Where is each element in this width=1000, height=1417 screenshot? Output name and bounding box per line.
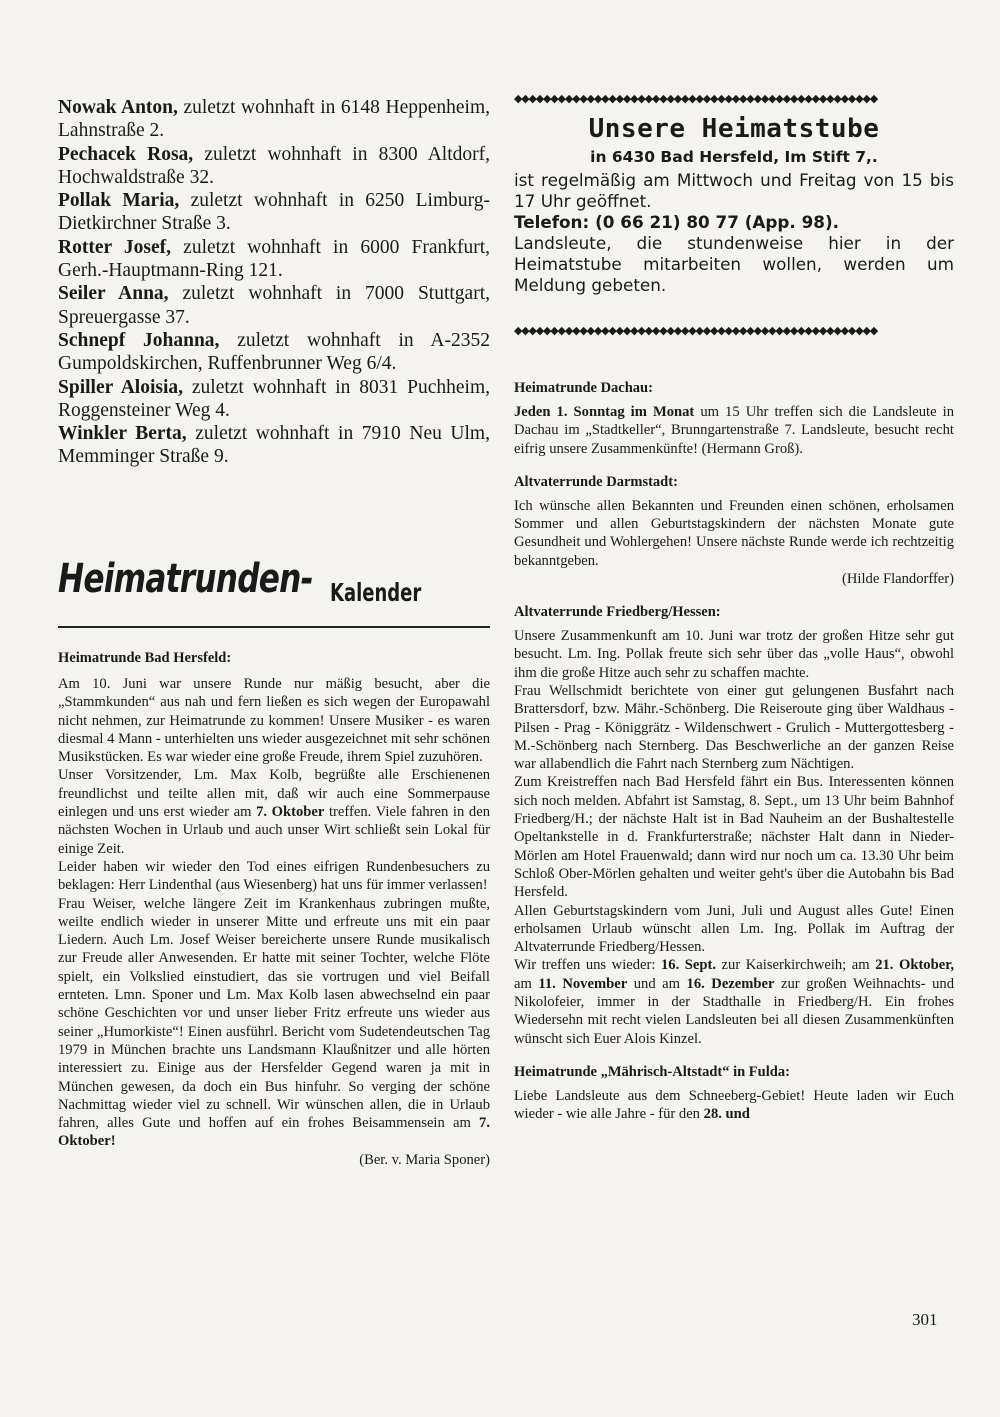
friedberg-paragraph: Frau Wellschmidt berichtete von einer gut gelungenen Busfahrt nach Brattersdorf, bzw. Mähr.-Schönberg. Die Reiseroute ging über Waldhaus - Pilsen - Prag - Königgrätz - Wildenschwert - Grulich - Muttergottesberg - M.-Schönberg nach Sternberg. Das Beschwerliche an der ganzen Reise war allabendlich die Fahrt nach Sternberg zum Nächtigen.: [514, 682, 954, 773]
friedberg-section: [514, 604, 954, 1048]
contact-entry: Seiler Anna, zuletzt wohnhaft in 7000 Stuttgart, Spreuergasse 37.: [58, 283, 490, 328]
heimatstube-address: in 6430 Bad Hersfeld, Im Stift 7,.: [590, 148, 878, 166]
kalender-title-word: Kalender: [330, 578, 422, 607]
hersfeld-paragraph: Frau Weiser, welche längere Zeit im Krankenhaus zubringen mußte, weilte endlich wieder in unserer Mitte und erfreute uns mit ein paar Liedern. Auch Lm. Josef Weiser bereicherte unsere Runde musikalisch zur Freude aller Anwesenden. Er hatte mit seiner Tochter, welche Flöte spielt, ein Volkslied einstudiert, das sie vortrugen und viel Beifall ernteten. Lmn. Sponer und Lm. Max Kolb lasen abwechselnd ein paar schöne Geschichten vor und unser lieber Fritz erfreute uns wieder aus seiner „Humorkiste“! Einen ausführl. Bericht vom Sudetendeutschen Tag 1979 in München brachte uns Landsmann Klaußnitzer und alle hörten interessiert zu. Einige aus der Hersfelder Gegend waren ja mit in München gewesen, da doch ein Bus hinfuhr. So verging der schöne Nachmittag wieder viel zu schnell. Wir wünschen allen, die in Urlaub fahren, alles Gute und hoffen auf ein frohes Beisammensein am 7. Oktober!: [58, 895, 490, 1150]
contact-entry: Schnepf Johanna, zuletzt wohnhaft in A-2352 Gumpoldskirchen, Ruffenbrunner Weg 6/4.: [58, 329, 490, 375]
darmstadt-signature: (Hilde Flandorffer): [842, 571, 954, 588]
friedberg-paragraph: Wir treffen uns wieder: 16. Sept. zur Kaiserkirchweih; am 21. Oktober, am 11. November und am 16. Dezember zur großen Weihnachts- und Nikolofeier, immer in der Stadthalle in Friedberg/H. Ein frohes Wiedersehn mit recht vielen Landsleuten bei all diesen Zusammenkünften wünscht sich Euer Alois Kinzel.: [514, 957, 954, 1047]
heimatstube-phone: Telefon: (0 66 21) 80 77 (App. 98).: [514, 212, 840, 232]
contact-list: [58, 96, 490, 469]
hersfeld-paragraph: Am 10. Juni war unsere Runde nur mäßig besucht, aber die „Stammkunden“ aus nah und fern ließen es sich wegen der Europawahl nicht nehmen, zur Heimatrunde zu kommen! Unsere Musiker - es waren diesmal 4 Mann - unterhielten uns wieder ausgezeichnet mit sehr schönen Musikstücken. Es war wieder eine große Freude, ihrem Spiel zuzuhören.: [58, 676, 490, 766]
hersfeld-section: [58, 650, 490, 1169]
hersfeld-heading: Heimatrunde Bad Hersfeld:: [58, 650, 232, 666]
diamond-divider: ◆◆◆◆◆◆◆◆◆◆◆◆◆◆◆◆◆◆◆◆◆◆◆◆◆◆◆◆◆◆◆◆◆◆◆◆◆◆◆◆◆◆◆◆◆◆◆◆◆◆: [514, 324, 877, 337]
dachau-heading: Heimatrunde Dachau:: [514, 380, 653, 396]
hersfeld-paragraph: Leider haben wir wieder den Tod eines eifrigen Rundenbesuchers zu beklagen: Herr Lindenthal (aus Wiesenberg) hat uns für immer verlassen!: [58, 858, 490, 894]
fulda-text: Liebe Landsleute aus dem Schneeberg-Gebiet! Heute laden wir Euch wieder - wie alle Jahre - für den 28. und: [514, 1087, 954, 1123]
hersfeld-paragraph: Unser Vorsitzender, Lm. Max Kolb, begrüßte alle Erschienenen freundlichst und teilte allen mit, daß wir auch eine Sommerpause einlegen und uns erst wieder am 7. Oktober treffen. Viele fahren in den nächsten Wochen in Urlaub und auch unser Wirt schließt sein Lokal für einige Zeit.: [58, 767, 490, 857]
contact-entry: Spiller Aloisia, zuletzt wohnhaft in 8031 Puchheim, Roggensteiner Weg 4.: [58, 376, 490, 421]
page-number: 301: [912, 1310, 938, 1329]
dachau-section: [514, 380, 954, 458]
contact-entry: Rotter Josef, zuletzt wohnhaft in 6000 Frankfurt, Gerh.-Hauptmann-Ring 121.: [58, 236, 491, 282]
heimatstube-title: Unsere Heimatstube: [588, 114, 880, 144]
darmstadt-section: [514, 474, 954, 588]
friedberg-paragraph: Unsere Zusammenkunft am 10. Juni war trotz der großen Hitze sehr gut besucht. Lm. Ing. Pollak freute sich sehr über das „volle Haus“, obwohl ihm die große Hitze auch sehr zu schaffen machte.: [514, 628, 954, 681]
friedberg-paragraph: Zum Kreistreffen nach Bad Hersfeld fährt ein Bus. Interessenten können sich noch melden. Abfahrt ist Samstag, 8. Sept., um 13 Uhr beim Bahnhof Friedberg/H.; der nächste Halt ist in Bad Nauheim an der Bushaltestelle Opeltankstelle in d. Frankfurterstraße; nächster Halt dann in Nieder-Mörlen am Hotel Frauenwald; dann wird nur noch um ca. 13.30 Uhr beim Schloß Ober-Mörlen gehalten und weiter geht's über die Autobahn bis Bad Hersfeld.: [514, 774, 954, 901]
contact-entry: Pollak Maria, zuletzt wohnhaft in 6250 Limburg-Dietkirchner Straße 3.: [58, 190, 490, 235]
contact-entry: Winkler Berta, zuletzt wohnhaft in 7910 Neu Ulm, Memminger Straße 9.: [58, 423, 490, 468]
darmstadt-text: Ich wünsche allen Bekannten und Freunden einen schönen, erholsamen Sommer und allen Geburtstagskindern der nächsten Monate gute Gesundheit und Wohlergehen! Unsere nächste Runde werde ich rechtzeitig bekanntgeben.: [514, 497, 954, 569]
heimatstube-hours: ist regelmäßig am Mittwoch und Freitag von 15 bis 17 Uhr geöffnet.: [514, 170, 954, 211]
friedberg-heading: Altvaterrunde Friedberg/Hessen:: [514, 604, 721, 621]
kalender-title-script: Heimatrunden-: [58, 556, 313, 602]
dachau-text: Jeden 1. Sonntag im Monat um 15 Uhr treffen sich die Landsleute in Dachau im „Stadtkeller“, Brunngartenstraße 7. Landsleute, besucht recht eifrig unsere Zusammenkünfte! (Hermann Groß).: [514, 404, 954, 457]
kalender-heading: [58, 556, 490, 628]
hersfeld-signature: (Ber. v. Maria Sponer): [359, 1151, 490, 1168]
contact-entry: Nowak Anton, zuletzt wohnhaft in 6148 Heppenheim, Lahnstraße 2.: [58, 97, 490, 142]
contact-entry: Pechacek Rosa, zuletzt wohnhaft in 8300 Altdorf, Hochwaldstraße 32.: [58, 143, 490, 188]
heimatstube-appeal: Landsleute, die stundenweise hier in der Heimatstube mitarbeiten wollen, werden um Meldung gebeten.: [514, 233, 954, 295]
heimatstube-box: [514, 114, 954, 296]
left-column: [58, 96, 490, 469]
fulda-section: [514, 1064, 954, 1124]
diamond-divider: ◆◆◆◆◆◆◆◆◆◆◆◆◆◆◆◆◆◆◆◆◆◆◆◆◆◆◆◆◆◆◆◆◆◆◆◆◆◆◆◆◆◆◆◆◆◆◆◆◆◆: [514, 92, 877, 105]
right-column: [514, 92, 954, 1140]
fulda-heading: Heimatrunde „Mährisch-Altstadt“ in Fulda:: [514, 1063, 790, 1080]
darmstadt-heading: Altvaterrunde Darmstadt:: [514, 473, 678, 490]
friedberg-paragraph: Allen Geburtstagskindern vom Juni, Juli und August alles Gute! Einen erholsamen Urlaub wünscht allen Lm. Ing. Pollak im Auftrag der Altvaterrunde Friedberg/Hessen.: [514, 902, 954, 956]
